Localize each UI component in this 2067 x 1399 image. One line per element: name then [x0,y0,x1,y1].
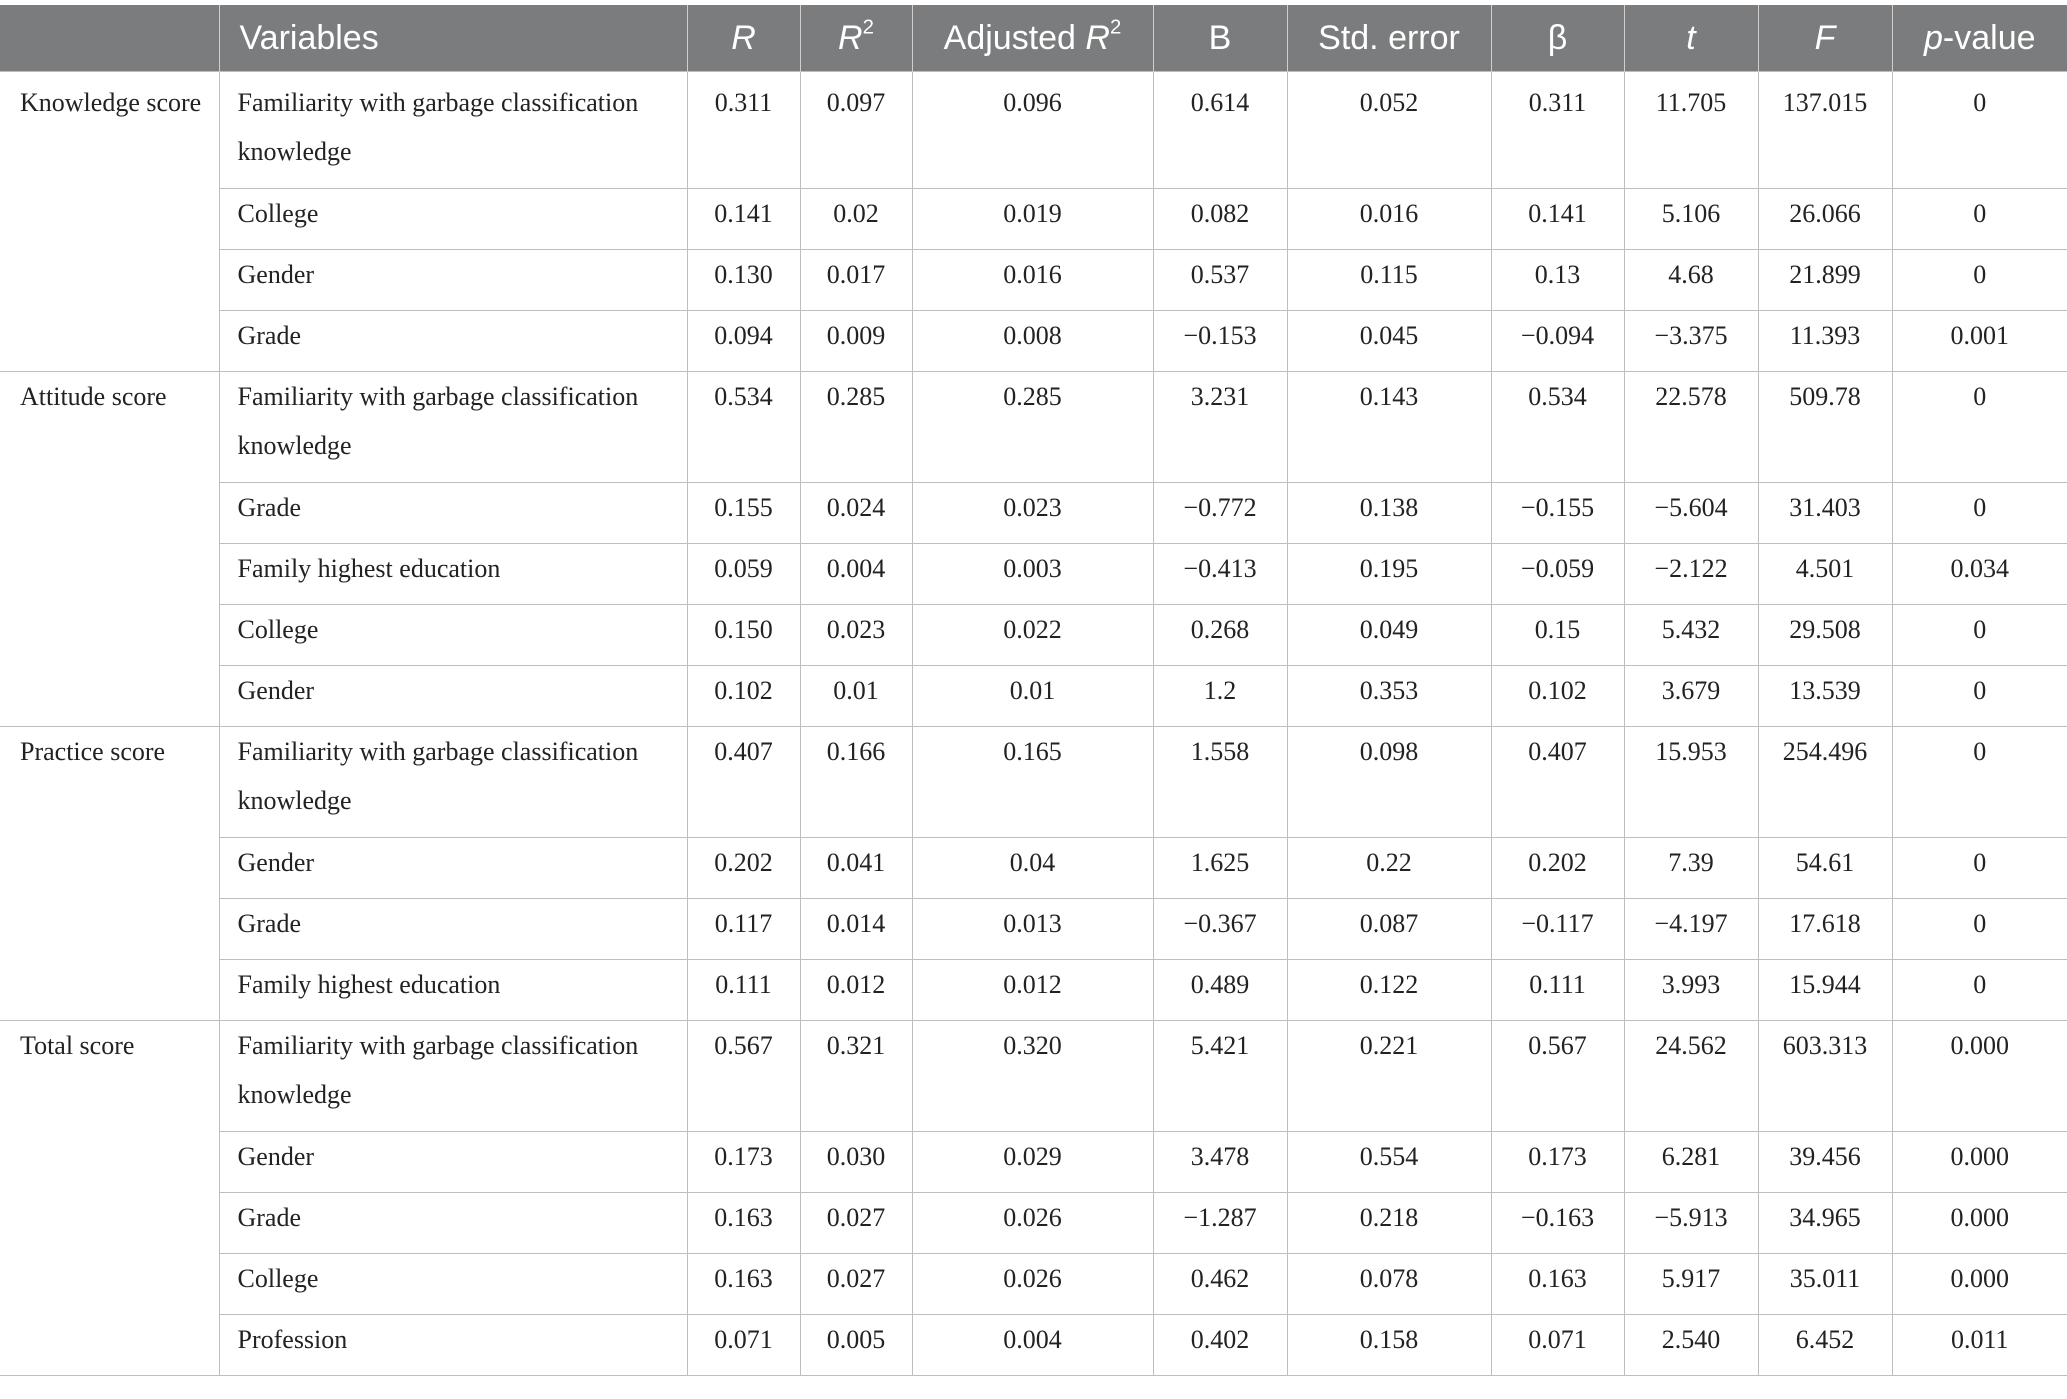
f-cell: 29.508 [1758,605,1892,666]
t-cell: −5.604 [1624,483,1758,544]
r-cell: 0.202 [687,838,800,899]
adjusted-r2-cell: 0.008 [912,311,1153,372]
variable-cell: Grade [219,1193,687,1254]
f-cell: 603.313 [1758,1021,1892,1132]
t-cell: 3.993 [1624,960,1758,1021]
r2-cell: 0.014 [800,899,912,960]
r-cell: 0.163 [687,1254,800,1315]
variable-cell: College [219,605,687,666]
group-label-cell: Total score [0,1021,219,1376]
header-variables: Variables [219,5,687,72]
t-cell: 5.432 [1624,605,1758,666]
group-label-cell: Practice score [0,727,219,1021]
variable-cell: Profession [219,1315,687,1376]
header-r-label: R [731,18,756,57]
header-t [1624,5,1758,72]
p-value-cell: 0.011 [1892,1315,2067,1376]
b-cell: 3.231 [1153,372,1287,483]
b-cell: 1.625 [1153,838,1287,899]
beta-cell: 0.202 [1491,838,1624,899]
f-cell: 21.899 [1758,250,1892,311]
b-cell: 1.558 [1153,727,1287,838]
adjusted-r2-cell: 0.029 [912,1132,1153,1193]
beta-cell: 0.534 [1491,372,1624,483]
f-cell: 17.618 [1758,899,1892,960]
beta-cell: −0.059 [1491,544,1624,605]
t-cell: 22.578 [1624,372,1758,483]
std-error-cell: 0.052 [1287,72,1491,189]
variable-cell: Gender [219,1132,687,1193]
beta-cell: 0.407 [1491,727,1624,838]
std-error-cell: 0.554 [1287,1132,1491,1193]
r2-cell: 0.024 [800,483,912,544]
header-empty-cell [0,5,219,72]
r-cell: 0.534 [687,372,800,483]
f-cell: 13.539 [1758,666,1892,727]
r2-cell: 0.01 [800,666,912,727]
r2-cell: 0.030 [800,1132,912,1193]
variable-cell: Grade [219,483,687,544]
group-label-cell: Knowledge score [0,72,219,372]
t-cell: −3.375 [1624,311,1758,372]
b-cell: 0.489 [1153,960,1287,1021]
r-cell: 0.130 [687,250,800,311]
beta-cell: 0.163 [1491,1254,1624,1315]
b-cell: −0.367 [1153,899,1287,960]
std-error-cell: 0.049 [1287,605,1491,666]
table-row [0,838,2067,899]
header-f-label: F [1814,18,1836,57]
f-cell: 6.452 [1758,1315,1892,1376]
adjusted-r2-cell: 0.022 [912,605,1153,666]
adjusted-r2-cell: 0.003 [912,544,1153,605]
t-cell: 24.562 [1624,1021,1758,1132]
adjusted-r2-cell: 0.019 [912,189,1153,250]
variable-cell: Gender [219,666,687,727]
p-value-cell: 0.000 [1892,1193,2067,1254]
table-row [0,727,2067,838]
b-cell: 1.2 [1153,666,1287,727]
t-cell: 3.679 [1624,666,1758,727]
header-adjusted-r: R [1085,18,1110,57]
std-error-cell: 0.045 [1287,311,1491,372]
std-error-cell: 0.115 [1287,250,1491,311]
r-cell: 0.094 [687,311,800,372]
p-value-cell: 0 [1892,372,2067,483]
t-cell: 6.281 [1624,1132,1758,1193]
beta-cell: 0.071 [1491,1315,1624,1376]
r-cell: 0.155 [687,483,800,544]
p-value-cell: 0 [1892,189,2067,250]
table-row [0,1254,2067,1315]
r2-cell: 0.005 [800,1315,912,1376]
variable-cell: College [219,1254,687,1315]
variable-cell: Familiarity with garbage classification knowledge [219,72,687,189]
variable-cell: Grade [219,311,687,372]
b-cell: 0.082 [1153,189,1287,250]
table-row [0,311,2067,372]
p-value-cell: 0.034 [1892,544,2067,605]
header-beta: β [1491,5,1624,72]
header-p-italic: p [1923,18,1943,57]
r2-cell: 0.027 [800,1193,912,1254]
t-cell: 4.68 [1624,250,1758,311]
r-cell: 0.163 [687,1193,800,1254]
adjusted-r2-cell: 0.165 [912,727,1153,838]
b-cell: −0.153 [1153,311,1287,372]
adjusted-r2-cell: 0.013 [912,899,1153,960]
header-std-error: Std. error [1287,5,1491,72]
r-cell: 0.407 [687,727,800,838]
r2-cell: 0.012 [800,960,912,1021]
beta-cell: −0.163 [1491,1193,1624,1254]
b-cell: 5.421 [1153,1021,1287,1132]
header-r2-label: R [838,18,863,57]
table-row [0,960,2067,1021]
beta-cell: 0.13 [1491,250,1624,311]
t-cell: −2.122 [1624,544,1758,605]
table-row [0,250,2067,311]
table-body [0,72,2067,1376]
f-cell: 15.944 [1758,960,1892,1021]
r-cell: 0.117 [687,899,800,960]
b-cell: 0.268 [1153,605,1287,666]
adjusted-r2-cell: 0.023 [912,483,1153,544]
b-cell: 0.402 [1153,1315,1287,1376]
variable-cell: Grade [219,899,687,960]
std-error-cell: 0.143 [1287,372,1491,483]
beta-cell: 0.111 [1491,960,1624,1021]
b-cell: 0.462 [1153,1254,1287,1315]
p-value-cell: 0 [1892,899,2067,960]
std-error-cell: 0.098 [1287,727,1491,838]
variable-cell: Family highest education [219,960,687,1021]
r2-cell: 0.166 [800,727,912,838]
std-error-cell: 0.353 [1287,666,1491,727]
std-error-cell: 0.122 [1287,960,1491,1021]
t-cell: 15.953 [1624,727,1758,838]
beta-cell: 0.173 [1491,1132,1624,1193]
group-label-cell: Attitude score [0,372,219,727]
p-value-cell: 0 [1892,727,2067,838]
f-cell: 34.965 [1758,1193,1892,1254]
p-value-cell: 0.000 [1892,1132,2067,1193]
header-p-value [1892,5,2067,72]
std-error-cell: 0.087 [1287,899,1491,960]
header-adjusted-prefix: Adjusted [943,18,1086,57]
p-value-cell: 0 [1892,838,2067,899]
b-cell: −1.287 [1153,1193,1287,1254]
p-value-cell: 0 [1892,960,2067,1021]
adjusted-r2-cell: 0.004 [912,1315,1153,1376]
r-cell: 0.059 [687,544,800,605]
r2-cell: 0.321 [800,1021,912,1132]
header-r2-sup: 2 [862,16,874,39]
variable-cell: Familiarity with garbage classification knowledge [219,372,687,483]
p-value-cell: 0.001 [1892,311,2067,372]
adjusted-r2-cell: 0.01 [912,666,1153,727]
std-error-cell: 0.218 [1287,1193,1491,1254]
variable-cell: College [219,189,687,250]
r2-cell: 0.027 [800,1254,912,1315]
regression-table [0,5,2067,1376]
r-cell: 0.173 [687,1132,800,1193]
r-cell: 0.567 [687,1021,800,1132]
r-cell: 0.071 [687,1315,800,1376]
f-cell: 11.393 [1758,311,1892,372]
adjusted-r2-cell: 0.320 [912,1021,1153,1132]
std-error-cell: 0.016 [1287,189,1491,250]
std-error-cell: 0.138 [1287,483,1491,544]
table-row [0,1132,2067,1193]
header-f [1758,5,1892,72]
beta-cell: 0.141 [1491,189,1624,250]
beta-cell: 0.567 [1491,1021,1624,1132]
f-cell: 39.456 [1758,1132,1892,1193]
header-adjusted-sup: 2 [1109,16,1122,39]
r-cell: 0.150 [687,605,800,666]
table-row [0,72,2067,189]
r2-cell: 0.02 [800,189,912,250]
f-cell: 509.78 [1758,372,1892,483]
table-row [0,372,2067,483]
adjusted-r2-cell: 0.016 [912,250,1153,311]
header-t-label: t [1686,18,1696,57]
std-error-cell: 0.22 [1287,838,1491,899]
variable-cell: Familiarity with garbage classification knowledge [219,727,687,838]
beta-cell: 0.102 [1491,666,1624,727]
r2-cell: 0.009 [800,311,912,372]
table-row [0,483,2067,544]
header-p-rest: -value [1942,18,2036,57]
b-cell: 0.614 [1153,72,1287,189]
b-cell: 0.537 [1153,250,1287,311]
b-cell: −0.772 [1153,483,1287,544]
adjusted-r2-cell: 0.285 [912,372,1153,483]
b-cell: 3.478 [1153,1132,1287,1193]
r-cell: 0.111 [687,960,800,1021]
t-cell: −5.913 [1624,1193,1758,1254]
f-cell: 54.61 [1758,838,1892,899]
r2-cell: 0.004 [800,544,912,605]
header-b: B [1153,5,1287,72]
r2-cell: 0.097 [800,72,912,189]
adjusted-r2-cell: 0.012 [912,960,1153,1021]
variable-cell: Gender [219,838,687,899]
r-cell: 0.311 [687,72,800,189]
table-row [0,605,2067,666]
r2-cell: 0.023 [800,605,912,666]
header-r [687,5,800,72]
beta-cell: 0.311 [1491,72,1624,189]
table-row [0,544,2067,605]
table-row [0,189,2067,250]
std-error-cell: 0.078 [1287,1254,1491,1315]
t-cell: 7.39 [1624,838,1758,899]
r2-cell: 0.017 [800,250,912,311]
p-value-cell: 0 [1892,666,2067,727]
r-cell: 0.102 [687,666,800,727]
f-cell: 137.015 [1758,72,1892,189]
std-error-cell: 0.195 [1287,544,1491,605]
p-value-cell: 0 [1892,72,2067,189]
p-value-cell: 0 [1892,250,2067,311]
table-row [0,899,2067,960]
std-error-cell: 0.158 [1287,1315,1491,1376]
p-value-cell: 0 [1892,483,2067,544]
r-cell: 0.141 [687,189,800,250]
r2-cell: 0.285 [800,372,912,483]
t-cell: 5.106 [1624,189,1758,250]
beta-cell: −0.094 [1491,311,1624,372]
header-r2 [800,5,912,72]
t-cell: 11.705 [1624,72,1758,189]
variable-cell: Gender [219,250,687,311]
p-value-cell: 0.000 [1892,1021,2067,1132]
adjusted-r2-cell: 0.04 [912,838,1153,899]
f-cell: 26.066 [1758,189,1892,250]
t-cell: 2.540 [1624,1315,1758,1376]
p-value-cell: 0.000 [1892,1254,2067,1315]
adjusted-r2-cell: 0.026 [912,1193,1153,1254]
variable-cell: Familiarity with garbage classification knowledge [219,1021,687,1132]
beta-cell: −0.117 [1491,899,1624,960]
table-row [0,1021,2067,1132]
beta-cell: −0.155 [1491,483,1624,544]
t-cell: −4.197 [1624,899,1758,960]
header-adjusted-r2 [912,5,1153,72]
b-cell: −0.413 [1153,544,1287,605]
f-cell: 254.496 [1758,727,1892,838]
p-value-cell: 0 [1892,605,2067,666]
f-cell: 31.403 [1758,483,1892,544]
beta-cell: 0.15 [1491,605,1624,666]
variable-cell: Family highest education [219,544,687,605]
r2-cell: 0.041 [800,838,912,899]
std-error-cell: 0.221 [1287,1021,1491,1132]
table-row [0,1193,2067,1254]
adjusted-r2-cell: 0.026 [912,1254,1153,1315]
table-row [0,666,2067,727]
table-header [0,5,2067,72]
f-cell: 35.011 [1758,1254,1892,1315]
t-cell: 5.917 [1624,1254,1758,1315]
table-row [0,1315,2067,1376]
adjusted-r2-cell: 0.096 [912,72,1153,189]
f-cell: 4.501 [1758,544,1892,605]
